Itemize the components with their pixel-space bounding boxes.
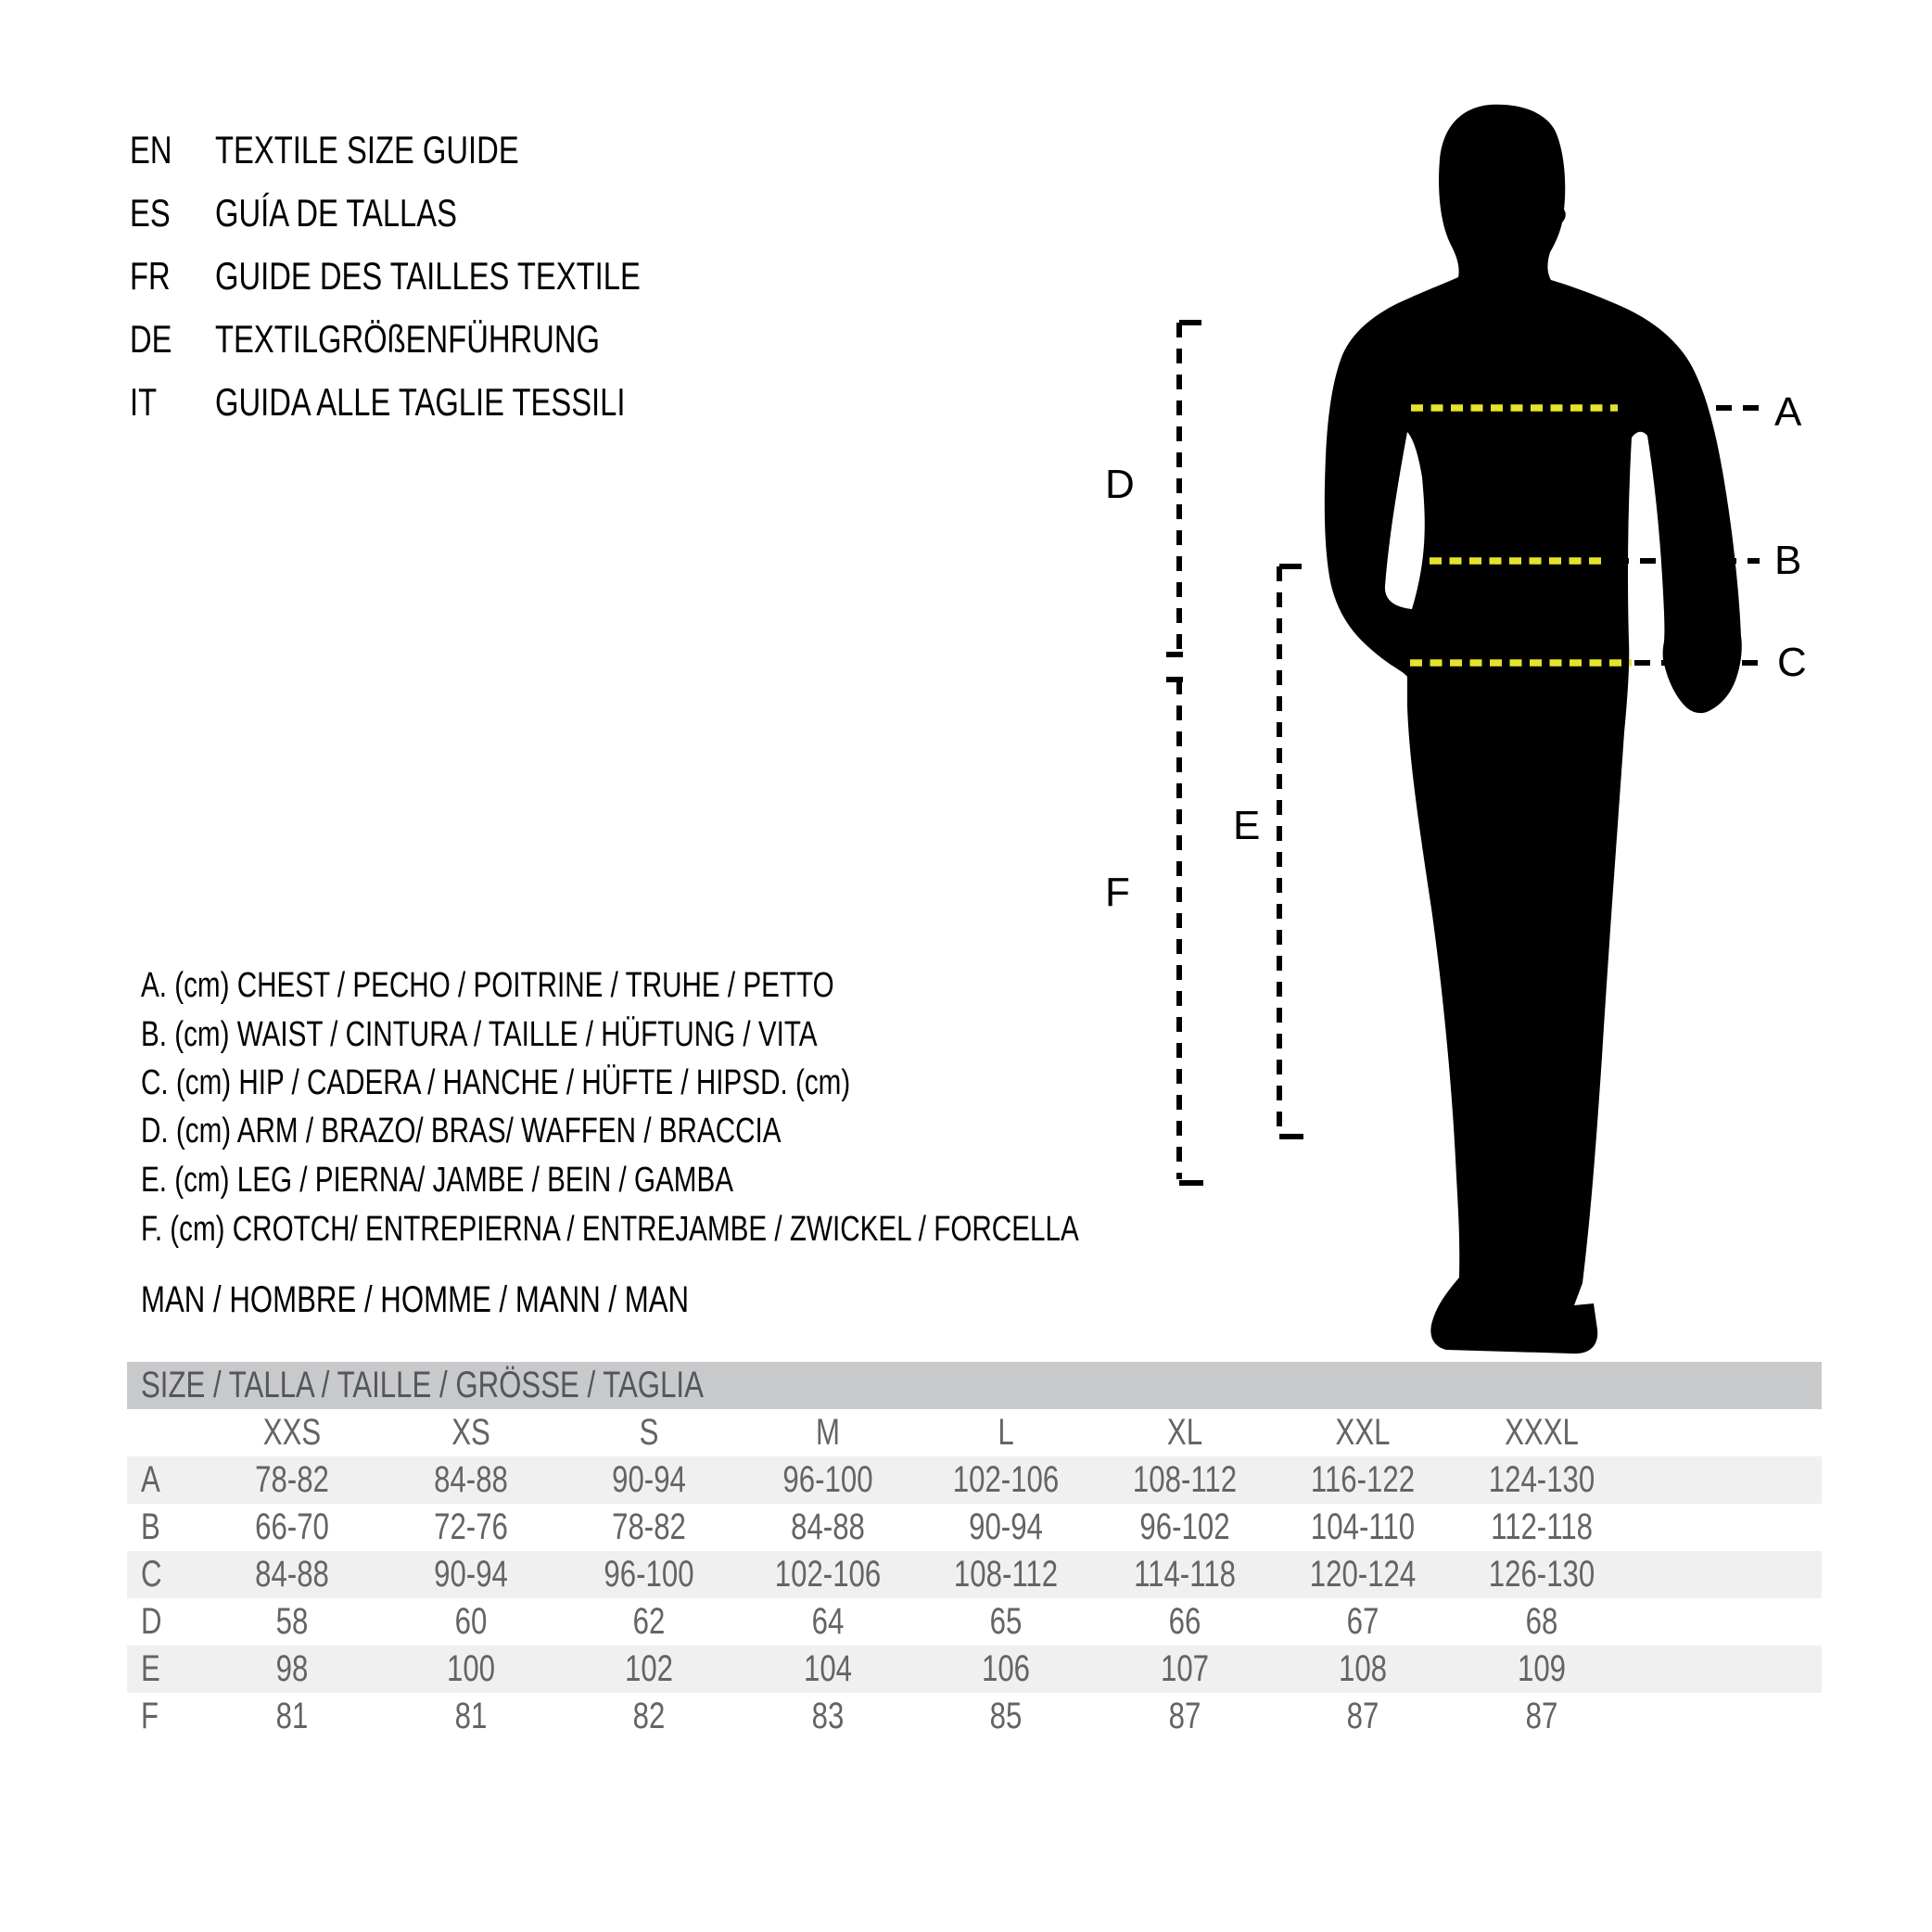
legend-line-arm: D. (cm) ARM / BRAZO/ BRAS/ WAFFEN / BRACCIA <box>141 1112 782 1150</box>
table-cell: 104-110 <box>1310 1506 1416 1547</box>
table-cell: 78-82 <box>255 1459 329 1500</box>
table-cell: 68 <box>1525 1601 1558 1642</box>
table-cell: 98 <box>275 1648 309 1689</box>
table-cell: 107 <box>1160 1648 1210 1689</box>
table-cell: 84-88 <box>255 1554 329 1595</box>
table-cell: 90-94 <box>434 1554 508 1595</box>
table-cell: 108-112 <box>953 1554 1059 1595</box>
table-cell: 62 <box>632 1601 666 1642</box>
table-cell: 87 <box>1525 1696 1558 1736</box>
table-cell: 85 <box>989 1696 1023 1736</box>
table-cell: 96-102 <box>1139 1506 1230 1547</box>
table-cell: 84-88 <box>434 1459 508 1500</box>
legend-line-waist: B. (cm) WAIST / CINTURA / TAILLE / HÜFTUNG / VITA <box>141 1015 818 1054</box>
table-row-waist <box>127 1504 1822 1551</box>
table-cell: 109 <box>1517 1648 1567 1689</box>
language-title: GUIDA ALLE TAGLIE TESSILI <box>215 380 626 424</box>
table-cell: 82 <box>632 1696 666 1736</box>
table-row-arm <box>127 1598 1822 1646</box>
table-cell: 87 <box>1168 1696 1201 1736</box>
marker-label-crotch: F <box>1105 870 1130 915</box>
size-column-label: XS <box>451 1412 490 1453</box>
row-label: B <box>141 1506 160 1547</box>
legend-line-chest: A. (cm) CHEST / PECHO / POITRINE / TRUHE / PETTO <box>141 966 834 1005</box>
table-cell: 90-94 <box>969 1506 1043 1547</box>
legend-line-hip: C. (cm) HIP / CADERA / HANCHE / HÜFTE / HIPSD. (cm) <box>141 1063 851 1102</box>
table-cell: 66 <box>1168 1601 1201 1642</box>
size-column-label: S <box>639 1412 659 1453</box>
marker-label-arm: D <box>1105 462 1135 507</box>
size-table-sizes-row <box>127 1409 1822 1456</box>
table-cell: 108-112 <box>1132 1459 1238 1500</box>
marker-label-waist: B <box>1774 538 1802 583</box>
language-code: DE <box>130 317 172 361</box>
table-cell: 84-88 <box>791 1506 865 1547</box>
table-cell: 104 <box>803 1648 853 1689</box>
table-row-chest <box>127 1456 1822 1504</box>
table-cell: 90-94 <box>612 1459 686 1500</box>
size-column-label: XXL <box>1335 1412 1391 1453</box>
size-column-label: M <box>816 1412 840 1453</box>
table-cell: 64 <box>811 1601 845 1642</box>
table-cell: 102 <box>624 1648 674 1689</box>
table-row-leg <box>127 1646 1822 1693</box>
size-table-title: SIZE / TALLA / TAILLE / GRÖSSE / TAGLIA <box>141 1365 704 1405</box>
table-cell: 116-122 <box>1310 1459 1416 1500</box>
legend-line-leg: E. (cm) LEG / PIERNA/ JAMBE / BEIN / GAMBA <box>141 1161 734 1200</box>
row-label: E <box>141 1648 160 1689</box>
language-title: TEXTILGRÖßENFÜHRUNG <box>215 317 600 361</box>
language-code: EN <box>130 128 172 172</box>
size-table-header-band <box>127 1362 1822 1409</box>
table-cell: 83 <box>811 1696 845 1736</box>
legend-line-crotch: F. (cm) CROTCH/ ENTREPIERNA / ENTREJAMBE / ZWICKEL / FORCELLA <box>141 1210 1079 1249</box>
table-cell: 81 <box>275 1696 309 1736</box>
language-code: FR <box>130 254 171 298</box>
table-cell: 81 <box>454 1696 488 1736</box>
table-cell: 65 <box>989 1601 1023 1642</box>
table-cell: 108 <box>1338 1648 1388 1689</box>
marker-label-hip: C <box>1777 640 1807 685</box>
table-cell: 100 <box>446 1648 496 1689</box>
table-cell: 96-100 <box>604 1554 694 1595</box>
table-cell: 102-106 <box>774 1554 882 1595</box>
language-title: GUIDE DES TAILLES TEXTILE <box>215 254 641 298</box>
table-cell: 72-76 <box>434 1506 508 1547</box>
table-cell: 102-106 <box>952 1459 1060 1500</box>
language-code: IT <box>130 380 158 424</box>
table-cell: 126-130 <box>1488 1554 1595 1595</box>
language-title: GUÍA DE TALLAS <box>215 191 457 235</box>
marker-label-leg: E <box>1233 803 1261 848</box>
table-cell: 120-124 <box>1309 1554 1417 1595</box>
table-cell: 124-130 <box>1488 1459 1595 1500</box>
table-row-hip <box>127 1551 1822 1598</box>
size-table <box>127 1362 1822 1740</box>
table-cell: 106 <box>981 1648 1031 1689</box>
size-column-label: XXS <box>262 1412 322 1453</box>
size-column-label: XXXL <box>1505 1412 1579 1453</box>
language-title: TEXTILE SIZE GUIDE <box>215 128 519 172</box>
man-silhouette <box>1325 105 1742 1354</box>
row-label: D <box>141 1601 162 1642</box>
language-code: ES <box>130 191 171 235</box>
size-column-label: L <box>998 1412 1014 1453</box>
table-cell: 112-118 <box>1491 1506 1593 1547</box>
table-cell: 66-70 <box>255 1506 329 1547</box>
table-cell: 60 <box>454 1601 488 1642</box>
marker-label-chest: A <box>1774 389 1802 435</box>
table-cell: 67 <box>1346 1601 1379 1642</box>
table-cell: 78-82 <box>612 1506 686 1547</box>
table-cell: 58 <box>275 1601 309 1642</box>
table-cell: 87 <box>1346 1696 1379 1736</box>
table-cell: 96-100 <box>782 1459 873 1500</box>
table-cell: 114-118 <box>1134 1554 1236 1595</box>
row-label: C <box>141 1554 162 1595</box>
gender-line: MAN / HOMBRE / HOMME / MANN / MAN <box>141 1279 690 1320</box>
table-row-crotch <box>127 1693 1822 1740</box>
row-label: A <box>141 1459 160 1500</box>
size-column-label: XL <box>1166 1412 1203 1453</box>
row-label: F <box>141 1696 159 1736</box>
